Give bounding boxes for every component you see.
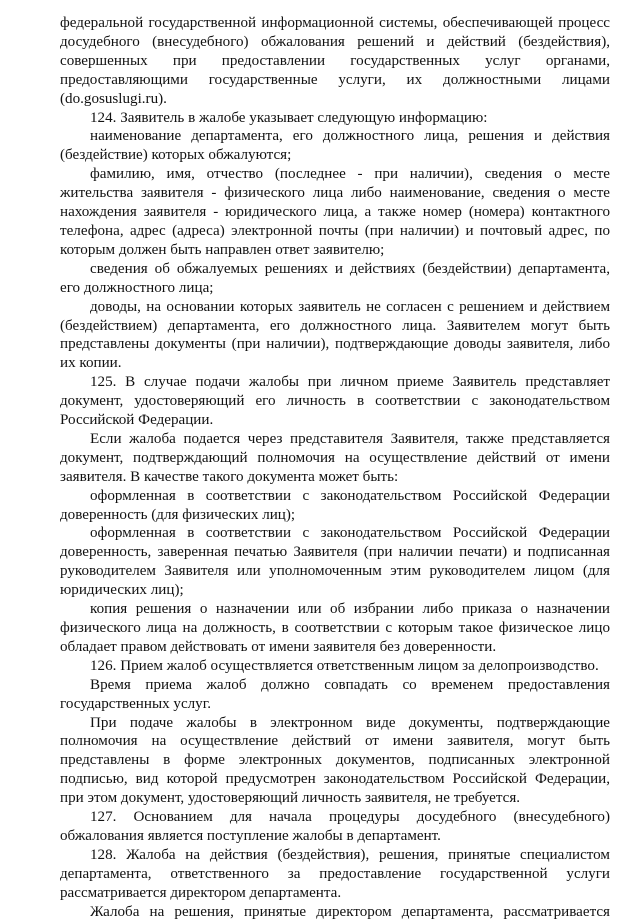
paragraph-124-intro: 124. Заявитель в жалобе указывает следующую информацию: xyxy=(90,109,488,126)
paragraph-127: 127. Основанием для начала процедуры досудебного (внесудебного) обжалования является поступление жалобы в департамент. xyxy=(60,809,610,844)
paragraph-128: 128. Жалоба на действия (бездействия), решения, принятые специалистом департамента, ответственного за предоставление государственной услуги рассматривается директором департамента. xyxy=(60,846,610,901)
list-item: оформленная в соответствии с законодательством Российской Федерации доверенность (для физических лиц); xyxy=(60,487,610,523)
paragraph-126: 126. Прием жалоб осуществляется ответственным лицом за делопроизводство. xyxy=(90,657,599,674)
list-item: оформленная в соответствии с законодательством Российской Федерации доверенность, заверенная печатью Заявителя (при наличии печати) и подписанная руководителем Заявителя или уполномоченным этим руководителем лицом (для юридических лиц); xyxy=(60,525,610,599)
paragraph: Если жалоба подается через представителя Заявителя, также представляется документ, подтверждающий полномочия на осуществление действий от имени заявителя. В качестве такого документа может быть: xyxy=(60,430,610,485)
list-item: фамилию, имя, отчество (последнее - при наличии), сведения о месте жительства заявителя - физического лица либо наименование, сведения о месте нахождения заявителя - юридического лица, а также номер (номера) контактного телефона, адрес (адреса) электронной почты (при наличии) и почтовый адрес, по которым должен быть направлен ответ заявителю; xyxy=(60,166,610,258)
paragraph-continuation: федеральной государственной информационной системы, обеспечивающей процесс досудебного (внесудебного) обжалования решений и действий (бездействия), совершенных при предоставлении государственных услуг органами, предоставляющими государственные услуги, их должностными лицами (do.gosuslugi.ru). xyxy=(60,15,610,107)
paragraph: При подаче жалобы в электронном виде документы, подтверждающие полномочия на осуществление действий от имени заявителя, могут быть представлены в форме электронных документов, подписанных электронной подписью, вид которой предусмотрен законодательством Российской Федерации, при этом документ, удостоверяющий личность заявителя, не требуется. xyxy=(60,714,610,807)
list-item: сведения об обжалуемых решениях и действиях (бездействии) департамента, его должностного лица; xyxy=(60,260,610,296)
list-item: наименование департамента, его должностного лица, решения и действия (бездействие) которых обжалуются; xyxy=(60,128,610,164)
paragraph-last: Жалоба на решения, принятые директором департамента, рассматривается xyxy=(90,903,610,920)
list-item: доводы, на основании которых заявитель не согласен с решением и действием (бездействием) департамента, его должностного лица. Заявителем могут быть представлены документы (при наличии), подтверждающие доводы заявителя, либо их копии. xyxy=(60,298,610,372)
document-page xyxy=(60,14,610,922)
paragraph-125: 125. В случае подачи жалобы при личном приеме Заявитель представляет документ, удостоверяющий его личность в соответствии с законодательством Российской Федерации. xyxy=(60,374,610,429)
list-item: копия решения о назначении или об избрании либо приказа о назначении физического лица на должность, в соответствии с которым такое физическое лицо обладает правом действовать от имени заявителя без доверенности. xyxy=(60,601,610,655)
paragraph: Время приема жалоб должно совпадать со временем предоставления государственных услуг. xyxy=(60,676,610,712)
